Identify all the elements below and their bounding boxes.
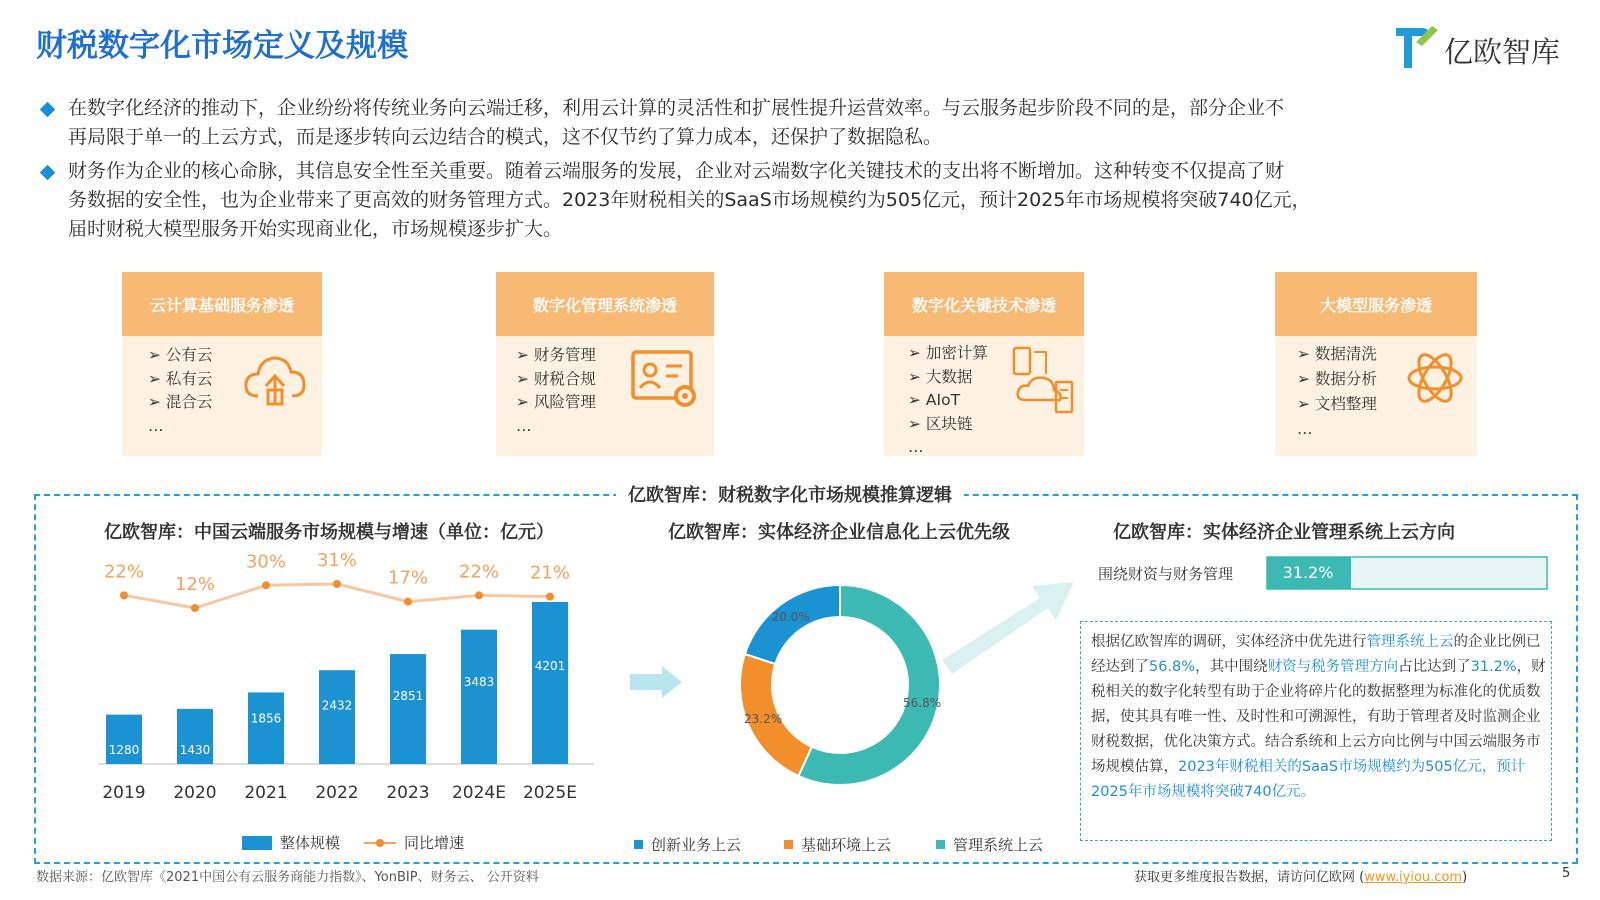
logo-text: 亿欧智库 — [1444, 35, 1561, 69]
right-arrow-icon — [628, 664, 686, 700]
bullet-1 — [38, 94, 1578, 152]
growth-label: 31% — [316, 550, 358, 571]
x-tick-label: 2021 — [244, 783, 288, 803]
bar — [248, 692, 284, 764]
growth-label: 22% — [458, 561, 500, 583]
card-item: ➢ 风险管理 — [516, 393, 596, 411]
donut-value-label: 56.8% — [903, 695, 942, 710]
card-item: ➢ 私有云 — [148, 369, 213, 388]
mgmt-direction-bar — [1266, 556, 1552, 592]
growth-point — [120, 591, 128, 599]
card-title: 数字化关键技术渗透 — [884, 272, 1084, 336]
growth-point — [475, 591, 483, 599]
donut-slice — [745, 585, 840, 664]
card-mgmt-system — [496, 272, 714, 456]
bullet-2-line-1: 财务作为企业的核心命脉，其信息安全性至关重要。随着云端服务的发展，企业对云端数字化关键技术的支出将不断增加。这种转变不仅提高了财 — [68, 160, 1285, 182]
legend-line-swatch — [364, 836, 396, 850]
cloud-market-chart — [90, 550, 610, 850]
legend-line — [364, 832, 464, 853]
bullet-2-line-2: 务数据的安全性，也为企业带来了更高效的财务管理方式。2023年财税相关的SaaS市场规模约为505亿元，预计2025年市场规模将突破740亿元， — [68, 189, 1311, 211]
x-tick-label: 2024E — [451, 783, 507, 803]
growth-label: 21% — [529, 562, 571, 584]
bar-value-label: 4201 — [534, 659, 566, 674]
chart2-title: 亿欧智库：实体经济企业信息化上云优先级 — [668, 522, 1010, 543]
card-item: … — [148, 416, 164, 435]
logic-box-title: 亿欧智库：财税数字化市场规模推算逻辑 — [616, 481, 964, 507]
card-item: … — [1297, 420, 1313, 438]
note-text: 根据亿欧智库的调研，实体经济中优先进行 — [1091, 634, 1367, 650]
card-cloud-infra — [122, 272, 322, 456]
card-item: ➢ 数据分析 — [1297, 370, 1377, 388]
x-tick-label: 2020 — [173, 783, 217, 803]
card-item: … — [908, 438, 924, 456]
legend-label: 创新业务上云 — [651, 836, 742, 854]
donut-value-label: 20.0% — [771, 610, 810, 625]
legend-line-label: 同比增速 — [404, 834, 465, 852]
note-highlight: 31.2% — [1470, 659, 1517, 675]
card-item: ➢ 混合云 — [148, 393, 213, 411]
analysis-note — [1080, 621, 1552, 841]
legend-swatch — [784, 840, 793, 849]
note-text: 占比达到了 — [1398, 659, 1471, 675]
card-item: … — [516, 416, 532, 435]
card-item: ➢ 区块链 — [908, 414, 973, 433]
legend-bar-label: 整体规模 — [280, 834, 341, 852]
cloud-priority-donut — [730, 575, 950, 795]
growth-point — [333, 580, 341, 588]
card-item: ➢ AIoT — [908, 391, 961, 409]
note-highlight: 财资与税务管理方向 — [1267, 659, 1399, 675]
card-list — [1297, 342, 1377, 442]
card-key-tech — [884, 272, 1084, 456]
growth-point — [546, 593, 554, 601]
profile-gear-icon — [630, 348, 700, 410]
footer-text: ) — [1462, 870, 1468, 885]
legend-donut-1 — [634, 834, 741, 855]
devices-cloud-icon — [1012, 344, 1078, 414]
card-list — [908, 342, 988, 460]
x-tick-label: 2019 — [102, 783, 146, 803]
x-tick-label: 2022 — [315, 783, 359, 803]
chart3-category-label: 围绕财资与财务管理 — [1098, 565, 1234, 583]
growth-point — [262, 581, 270, 589]
card-list — [148, 344, 212, 438]
legend-swatch — [936, 840, 945, 849]
logo — [1392, 22, 1572, 76]
growth-point — [404, 598, 412, 606]
card-large-model — [1275, 272, 1477, 456]
note-highlight: 56.8% — [1149, 659, 1196, 675]
bullet-1-line-1: 在数字化经济的推动下，企业纷纷将传统业务向云端迁移，利用云计算的灵活性和扩展性提升运营效率。与云服务起步阶段不同的是，部分企业不 — [68, 97, 1285, 119]
bar-value-label: 1856 — [250, 711, 282, 726]
note-text: 的企业比例已经达到了 — [1091, 634, 1541, 675]
bar-value-label: 31.2% — [1282, 563, 1334, 582]
legend-label: 基础环境上云 — [801, 836, 892, 854]
growth-point — [191, 604, 199, 612]
diamond-bullet-icon — [40, 102, 56, 118]
x-tick-label: 2025E — [522, 783, 578, 803]
legend-bar — [242, 832, 340, 853]
bar-value-label: 1280 — [108, 743, 140, 757]
x-tick-label: 2023 — [386, 783, 430, 803]
analysis-text — [1091, 630, 1546, 805]
bullet-2-line-3: 届时财税大模型服务开始实现商业化，市场规模逐步扩大。 — [68, 218, 563, 240]
growth-label: 17% — [387, 567, 429, 589]
donut-value-label: 23.2% — [744, 711, 783, 726]
bullet-2 — [38, 157, 1578, 244]
bar-value-label: 1430 — [179, 743, 211, 757]
note-text: ，财税相关的数字化转型有助于企业将碎片化的数据整理为标准化的优质数据，使其具有唯一性、及时性和可溯源性，有助于管理者及时监测企业财税数据，优化决策方式。结合系统和上云方向比例与中国云端服务市场规模估算， — [1091, 659, 1546, 775]
page-number: 5 — [1562, 866, 1571, 881]
bar-value-label: 2432 — [321, 698, 353, 713]
card-item: ➢ 财税合规 — [516, 369, 596, 388]
growth-label: 12% — [174, 574, 216, 595]
card-item: ➢ 加密计算 — [908, 344, 988, 362]
bar — [461, 630, 497, 764]
bar — [532, 602, 568, 764]
diamond-bullet-icon — [40, 165, 56, 181]
footer-cta — [1134, 866, 1467, 885]
note-highlight: 2023年财税相关的SaaS市场规模约为505亿元，预计2025年市场规模将突破740亿元。 — [1091, 759, 1526, 800]
bar-value-label: 2851 — [392, 689, 424, 704]
card-item: ➢ 大数据 — [908, 367, 973, 386]
data-source: 数据来源：亿欧智库《2021中国公有云服务商能力指数》、YonBIP、财务云、 公开资料 — [36, 870, 539, 885]
card-item: ➢ 公有云 — [148, 346, 213, 364]
bar — [319, 670, 355, 764]
bar — [390, 654, 426, 764]
note-highlight: 管理系统上云 — [1366, 634, 1454, 650]
chart3-title: 亿欧智库：实体经济企业管理系统上云方向 — [1113, 522, 1455, 543]
card-item: ➢ 数据清洗 — [1297, 345, 1377, 363]
legend-label: 管理系统上云 — [953, 836, 1044, 854]
card-title: 大模型服务渗透 — [1275, 272, 1477, 336]
diagonal-arrow-icon — [940, 578, 1080, 678]
growth-label: 22% — [103, 561, 145, 583]
card-title: 数字化管理系统渗透 — [496, 272, 714, 336]
note-text: ，其中围绕 — [1195, 659, 1268, 675]
page-title: 财税数字化市场定义及规模 — [36, 28, 408, 64]
ai-knot-icon — [1401, 344, 1469, 412]
legend-swatch — [634, 840, 643, 849]
card-list — [516, 344, 596, 438]
card-item: ➢ 财务管理 — [516, 346, 596, 364]
bar-value-label: 3483 — [463, 675, 495, 690]
legend-donut-3 — [936, 834, 1043, 855]
legend-bar-swatch — [242, 836, 272, 850]
footer-link[interactable]: www.iyiou.com — [1364, 870, 1463, 885]
footer-text: 获取更多维度报告数据，请访问亿欧网 ( — [1134, 870, 1365, 885]
growth-label: 30% — [245, 551, 287, 573]
bullet-1-line-2: 再局限于单一的上云方式，而是逐步转向云边结合的模式，这不仅节约了算力成本，还保护了数据隐私。 — [68, 126, 943, 148]
legend-donut-2 — [784, 834, 891, 855]
chart1-title: 亿欧智库：中国云端服务市场规模与增速（单位：亿元） — [104, 522, 554, 543]
card-item: ➢ 文档整理 — [1297, 395, 1377, 413]
logo-mark-icon — [1392, 22, 1440, 72]
card-title: 云计算基础服务渗透 — [122, 272, 322, 336]
cloud-upload-icon — [242, 348, 308, 408]
